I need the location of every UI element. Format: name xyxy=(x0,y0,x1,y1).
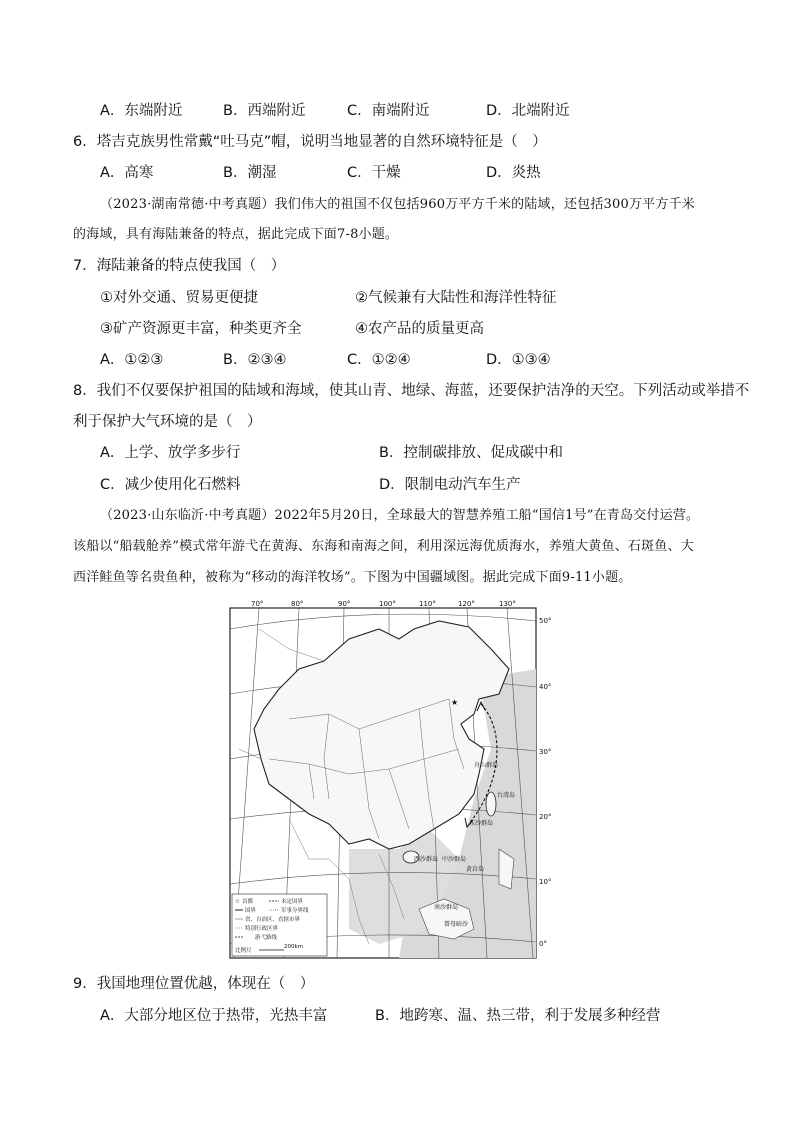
q5-option-a: A．东端附近 xyxy=(100,103,183,119)
q7-stem: 7．海陆兼备的特点使我国（ ） xyxy=(73,258,286,274)
q5-option-d: D．北端附近 xyxy=(486,103,570,119)
label-zhoushan: 舟山群岛 xyxy=(474,762,499,769)
legend-national-border: 国界 xyxy=(245,908,257,914)
intro-7-8-line2: 的海域，具有海陆兼备的特点，据此完成下面7-8小题。 xyxy=(73,227,399,242)
lon-120: 120° xyxy=(458,600,475,608)
lon-70: 70° xyxy=(251,600,264,608)
q5-option-c: C．南端附近 xyxy=(347,103,430,119)
label-nansha: 南沙群岛 xyxy=(434,904,459,911)
q6-option-c: C．干燥 xyxy=(347,165,401,181)
lon-130: 130° xyxy=(499,600,516,608)
lon-100: 100° xyxy=(379,600,396,608)
map-legend xyxy=(232,894,327,956)
q9-option-a: A．大部分地区位于热带，光热丰富 xyxy=(100,1008,328,1024)
q6-option-b: B．潮湿 xyxy=(223,165,277,181)
lat-30: 30° xyxy=(539,748,552,756)
label-huangyan: 黄岩岛 xyxy=(466,866,485,873)
label-xisha: 西沙群岛 xyxy=(414,856,439,863)
q8-option-a: A．上学、放学多步行 xyxy=(100,445,241,461)
q7-statement-3: ③矿产资源更丰富，种类更齐全 xyxy=(100,321,302,337)
label-zhongsha: 中沙群岛 xyxy=(442,856,467,863)
q7-option-a: A．①②③ xyxy=(100,352,164,368)
legend-undetermined-border: 未定国界 xyxy=(281,899,304,905)
q8-option-b: B．控制碳排放、促成碳中和 xyxy=(379,445,563,461)
q7-statement-1: ①对外交通、贸易更便捷 xyxy=(100,290,258,306)
lat-0: 0° xyxy=(539,940,547,948)
legend-scale-value: 200km xyxy=(284,944,304,950)
legend-provincial-border: 省、自治区、直辖市界 xyxy=(245,917,301,923)
intro-9-11-line2: 该船以“船载舱养”模式常年游弋在黄海、东海和南海之间，利用深远海优质海水，养殖大黄鱼、石斑鱼、大 xyxy=(73,539,694,554)
q8-stem-line2: 利于保护大气环境的是（ ） xyxy=(73,414,262,430)
q8-option-c: C．减少使用化石燃料 xyxy=(100,477,241,493)
q6-stem: 6．塔吉克族男性常戴“吐马克”帽，说明当地显著的自然环境特征是（ ） xyxy=(73,134,547,150)
legend-military-line: 军事分界线 xyxy=(281,908,309,914)
lat-40: 40° xyxy=(539,683,552,691)
china-territory-map xyxy=(229,599,566,962)
taiwan-island xyxy=(486,792,496,816)
q6-option-a: A．高寒 xyxy=(100,165,154,181)
label-dongsha: 东沙群岛 xyxy=(469,820,494,827)
q9-option-b: B．地跨寒、温、热三带，利于发展多种经营 xyxy=(375,1008,661,1024)
intro-9-11-line3: 西洋鲑鱼等名贵鱼种，被称为“移动的海洋牧场”。下图为中国疆域图。据此完成下面9-11小题。 xyxy=(73,570,632,585)
q7-statement-2: ②气候兼有大陆性和海洋性特征 xyxy=(355,290,557,306)
q7-statement-4: ④农产品的质量更高 xyxy=(355,321,484,337)
q6-option-d: D．炎热 xyxy=(486,165,541,181)
capital-star-icon: ★ xyxy=(451,698,459,707)
lon-110: 110° xyxy=(419,600,436,608)
legend-star-icon: ☆ xyxy=(235,899,240,905)
q9-stem: 9．我国地理位置优越，体现在（ ） xyxy=(73,976,315,992)
label-zengmu: 曾母暗沙 xyxy=(444,921,469,928)
legend-sar-border: 特别行政区界 xyxy=(245,926,279,932)
lon-90: 90° xyxy=(338,600,351,608)
legend-capital: 首都 xyxy=(242,899,254,905)
q7-option-d: D．①③④ xyxy=(486,352,551,368)
legend-scale-label: 比例尺 xyxy=(235,948,252,954)
lat-50: 50° xyxy=(539,617,552,625)
q7-option-c: C．①②④ xyxy=(347,352,411,368)
lat-10: 10° xyxy=(539,878,552,886)
q5-option-b: B．西端附近 xyxy=(223,103,306,119)
q7-option-b: B．②③④ xyxy=(223,352,287,368)
lat-20: 20° xyxy=(539,813,552,821)
intro-9-11-line1: （2023·山东临沂·中考真题）2022年5月20日，全球最大的智慧养殖工船“国信1号”在青岛交付运营。 xyxy=(100,508,700,523)
q8-stem-line1: 8．我们不仅要保护祖国的陆域和海域，使其山青、地绿、海蓝，还要保护洁净的天空。下列活动或举措不 xyxy=(73,383,750,399)
lon-80: 80° xyxy=(291,600,304,608)
legend-route: 游弋路线 xyxy=(255,935,278,941)
intro-7-8-line1: （2023·湖南常德·中考真题）我们伟大的祖国不仅包括960万平方千米的陆域，还包括300万平方千米 xyxy=(100,197,695,212)
label-taiwan: 台湾岛 xyxy=(497,792,516,799)
q8-option-d: D．限制电动汽车生产 xyxy=(379,477,521,493)
